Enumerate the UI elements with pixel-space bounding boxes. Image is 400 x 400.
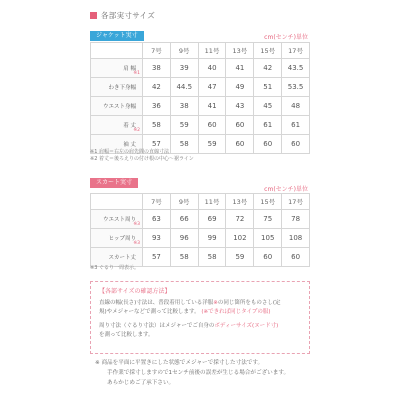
footnote-mark: ※1 [133, 71, 140, 76]
table-row [91, 210, 310, 229]
size-value-cell: 38 [170, 97, 198, 116]
size-value-cell: 57 [143, 135, 171, 154]
howto-text: を測って比較します。 [99, 332, 154, 338]
table-row [91, 59, 310, 78]
howto-highlight: ボディーサイズ(ヌード寸) [214, 323, 279, 329]
size-header: 9号 [170, 43, 198, 59]
size-value-cell: 47 [198, 78, 226, 97]
size-value-cell: 41 [226, 59, 254, 78]
row-label-text: わき下身幅 [108, 85, 136, 91]
jacket-notes [90, 149, 194, 163]
row-label [91, 210, 143, 229]
row-label [91, 116, 143, 135]
row-label-text: ウエスト周り [102, 217, 136, 223]
size-value-cell: 61 [254, 116, 282, 135]
size-header: 13号 [226, 43, 254, 59]
note-line: ※1 肩幅＝右左の肩先間の直線寸法 [90, 149, 169, 155]
footnote-mark: ※3 [133, 222, 140, 227]
row-label-text: 着 丈 [123, 123, 136, 129]
table-row [91, 248, 310, 267]
skirt-size-table [90, 193, 310, 267]
note-line: ※3 ぐるり一周表示。 [90, 265, 139, 271]
size-value-cell: 60 [254, 248, 282, 267]
section-title: 各部実寸サイズ [101, 11, 155, 20]
footer-line: ※ 商品を平面に平置きにした状態でメジャーで採寸した寸法です。 [95, 360, 264, 366]
howto-text: 直線の幅(長さ)寸法は、普段着用している洋服 [99, 300, 214, 306]
size-header: 15号 [254, 43, 282, 59]
size-value-cell: 58 [170, 248, 198, 267]
size-header: 9号 [170, 194, 198, 210]
size-value-cell: 60 [254, 135, 282, 154]
size-value-cell: 60 [282, 248, 310, 267]
howto-text: 規)やメジャーなどで測って比較します。 [99, 309, 200, 315]
row-label-text: 袖 丈 [123, 142, 136, 148]
skirt-tab: スカート実寸 [90, 178, 138, 188]
size-value-cell: 58 [143, 116, 171, 135]
square-bullet-icon [90, 12, 97, 19]
size-value-cell: 60 [226, 116, 254, 135]
jacket-size-table [90, 42, 310, 154]
measurement-howto-box [90, 281, 310, 354]
corner-cell [91, 43, 143, 59]
size-value-cell: 78 [282, 210, 310, 229]
row-label-text: ウエスト身幅 [102, 104, 136, 110]
size-value-cell: 58 [170, 135, 198, 154]
row-label-text: ヒップ周り [108, 236, 136, 242]
size-header: 15号 [254, 194, 282, 210]
size-value-cell: 93 [143, 229, 171, 248]
size-value-cell: 105 [254, 229, 282, 248]
howto-highlight: ※ [213, 300, 218, 306]
size-value-cell: 51 [254, 78, 282, 97]
note-line: ※2 着丈＝後ろえりの付け根の中心〜裾ライン [90, 156, 194, 162]
table-row [91, 97, 310, 116]
skirt-unit-label: cm(センチ)単位 [264, 186, 308, 193]
size-value-cell: 58 [198, 248, 226, 267]
size-value-cell: 60 [282, 135, 310, 154]
row-label [91, 59, 143, 78]
howto-title: 【各部サイズの確認方法】 [99, 288, 171, 295]
table-row [91, 78, 310, 97]
howto-line [99, 308, 301, 317]
footer-line: あらかじめご了承下さい。 [107, 380, 175, 386]
skirt-header-row [91, 194, 310, 210]
size-value-cell: 43 [226, 97, 254, 116]
size-value-cell: 48 [282, 97, 310, 116]
size-value-cell: 75 [254, 210, 282, 229]
size-value-cell: 96 [170, 229, 198, 248]
row-label-text: 肩 幅 [123, 66, 136, 72]
size-value-cell: 42 [254, 59, 282, 78]
size-value-cell: 60 [198, 116, 226, 135]
size-value-cell: 69 [198, 210, 226, 229]
size-header: 17号 [282, 43, 310, 59]
size-value-cell: 45 [254, 97, 282, 116]
row-label [91, 97, 143, 116]
size-value-cell: 60 [226, 135, 254, 154]
size-value-cell: 72 [226, 210, 254, 229]
size-value-cell: 59 [226, 248, 254, 267]
jacket-tab: ジャケット実寸 [90, 31, 144, 41]
size-value-cell: 38 [143, 59, 171, 78]
size-value-cell: 57 [143, 248, 171, 267]
size-value-cell: 44.5 [170, 78, 198, 97]
size-value-cell: 43.5 [282, 59, 310, 78]
footnote-mark: ※3 [133, 241, 140, 246]
size-value-cell: 36 [143, 97, 171, 116]
jacket-unit-label: cm(センチ)単位 [264, 34, 308, 41]
size-value-cell: 108 [282, 229, 310, 248]
footer-notice [95, 358, 310, 388]
howto-highlight: (※できれば同じタイプの服) [201, 309, 271, 315]
size-value-cell: 41 [198, 97, 226, 116]
corner-cell [91, 194, 143, 210]
table-row [91, 229, 310, 248]
size-header: 11号 [198, 194, 226, 210]
skirt-notes [90, 265, 139, 272]
howto-text: 周り寸法（ぐるり寸法）はメジャーでご自身の [99, 323, 215, 329]
size-value-cell: 49 [226, 78, 254, 97]
footnote-mark: ※2 [133, 128, 140, 133]
row-label [91, 248, 143, 267]
row-label-text: スカート丈 [108, 255, 136, 261]
howto-line [99, 299, 301, 308]
size-value-cell: 99 [198, 229, 226, 248]
size-value-cell: 63 [143, 210, 171, 229]
size-header: 17号 [282, 194, 310, 210]
size-header: 11号 [198, 43, 226, 59]
size-value-cell: 61 [282, 116, 310, 135]
size-value-cell: 102 [226, 229, 254, 248]
size-value-cell: 59 [198, 135, 226, 154]
jacket-header-row [91, 43, 310, 59]
howto-line [99, 331, 301, 340]
footer-line: 手作業で採寸しますので1センチ前後の誤差が生じる場合がございます。 [107, 370, 290, 376]
section-header [90, 10, 155, 21]
table-row [91, 116, 310, 135]
size-value-cell: 66 [170, 210, 198, 229]
row-label [91, 78, 143, 97]
howto-text: の同じ箇所をものさし(定 [217, 300, 281, 306]
size-value-cell: 59 [170, 116, 198, 135]
size-value-cell: 40 [198, 59, 226, 78]
size-value-cell: 42 [143, 78, 171, 97]
size-value-cell: 53.5 [282, 78, 310, 97]
howto-line [99, 322, 301, 331]
size-header: 7号 [143, 194, 171, 210]
size-header: 13号 [226, 194, 254, 210]
size-header: 7号 [143, 43, 171, 59]
row-label [91, 229, 143, 248]
size-value-cell: 39 [170, 59, 198, 78]
